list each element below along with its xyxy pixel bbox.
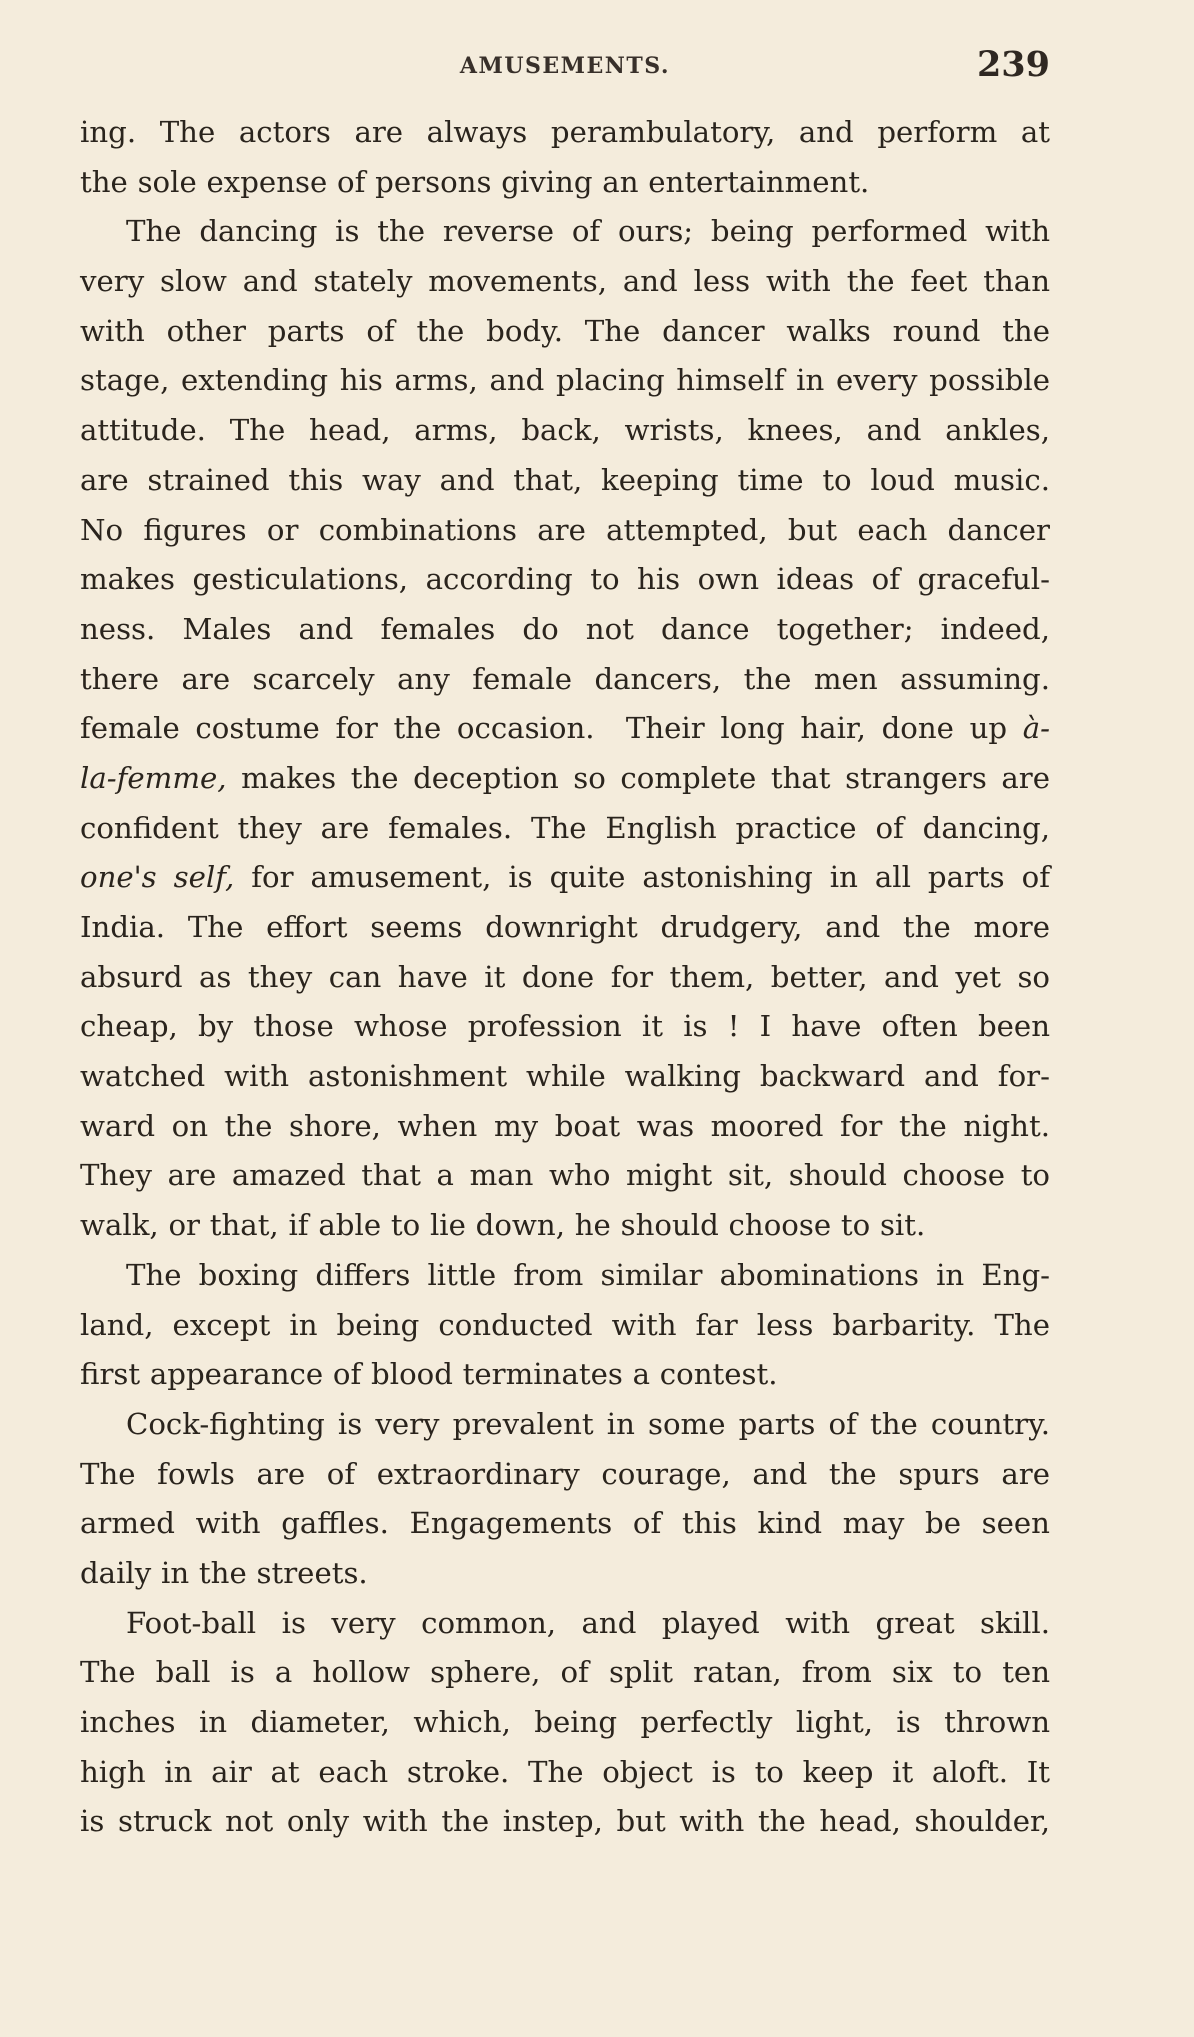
- text-line: is struck not only with the instep, but with the head, shoulder,: [80, 1804, 1050, 1839]
- text-line: ward on the shore, when my boat was moored for the night.: [80, 1108, 1050, 1143]
- text-segment: female costume for the occasion. Their long hair, done up: [80, 711, 1023, 746]
- text-line: The fowls are of extraordinary courage, and the spurs are: [80, 1456, 1050, 1491]
- text-line: are strained this way and that, keeping time to loud music.: [80, 462, 1050, 497]
- text-line: attitude. The head, arms, back, wrists, knees, and ankles,: [80, 413, 1050, 448]
- text-line: Foot-ball is very common, and played with great skill.: [126, 1605, 1050, 1640]
- text-line: makes gesticulations, according to his own ideas of graceful-: [80, 562, 1050, 597]
- text-line: watched with astonishment while walking backward and for-: [80, 1059, 1050, 1094]
- text-line: No figures or combinations are attempted, but each dancer: [80, 512, 1050, 547]
- text-line: absurd as they can have it done for them, better, and yet so: [80, 959, 1050, 994]
- text-line: The boxing differs little from similar abominations in Eng-: [126, 1257, 1050, 1292]
- text-line: the sole expense of persons giving an entertainment.: [80, 164, 870, 199]
- text-line: [80, 704, 1050, 754]
- text-line: first appearance of blood terminates a contest.: [80, 1357, 778, 1392]
- text-line: Cock-fighting is very prevalent in some parts of the country.: [126, 1406, 1050, 1441]
- text-line: daily in the streets.: [80, 1555, 368, 1590]
- text-line: stage, extending his arms, and placing himself in every possible: [80, 363, 1050, 398]
- text-line: armed with gaffles. Engagements of this kind may be seen: [80, 1506, 1050, 1541]
- text-segment: makes the deception so complete that strangers are: [226, 760, 1050, 795]
- text-line: cheap, by those whose profession it is ! I have often been: [80, 1009, 1050, 1044]
- text-line: ness. Males and females do not dance together; indeed,: [80, 611, 1050, 646]
- text-line: with other parts of the body. The dancer walks round the: [80, 313, 1050, 348]
- text-line: high in air at each stroke. The object is to keep it aloft. It: [80, 1754, 1050, 1789]
- text-line: confident they are females. The English practice of dancing,: [80, 810, 1050, 845]
- text-line: [80, 754, 1050, 804]
- text-line: India. The effort seems downright drudgery, and the more: [80, 910, 1050, 944]
- text-line: ing. The actors are always perambulatory, and perform at: [80, 115, 1050, 149]
- page-number: 239: [976, 44, 1050, 85]
- text-line: land, except in being conducted with far less barbarity. The: [80, 1307, 1050, 1342]
- text-line: inches in diameter, which, being perfectly light, is thrown: [80, 1705, 1050, 1739]
- running-title: AMUSEMENTS.: [459, 53, 671, 79]
- italic-segment: one's self,: [80, 860, 235, 895]
- italic-segment: à-: [1022, 711, 1050, 746]
- text-line: very slow and stately movements, and less with the feet than: [80, 264, 1050, 299]
- text-line: The dancing is the reverse of ours; being performed with: [126, 214, 1050, 249]
- text-line: The ball is a hollow sphere, of split ratan, from six to ten: [80, 1655, 1050, 1690]
- text-line: walk, or that, if able to lie down, he should choose to sit.: [80, 1208, 926, 1243]
- body-text: [80, 108, 1050, 1847]
- text-line: [80, 853, 1050, 903]
- text-segment: for amusement, is quite astonishing in all parts of: [234, 860, 1050, 895]
- running-head: [80, 44, 1050, 94]
- text-line: They are amazed that a man who might sit, should choose to: [80, 1158, 1050, 1193]
- italic-segment: la-femme,: [80, 760, 227, 795]
- text-line: there are scarcely any female dancers, the men assuming.: [80, 661, 1050, 696]
